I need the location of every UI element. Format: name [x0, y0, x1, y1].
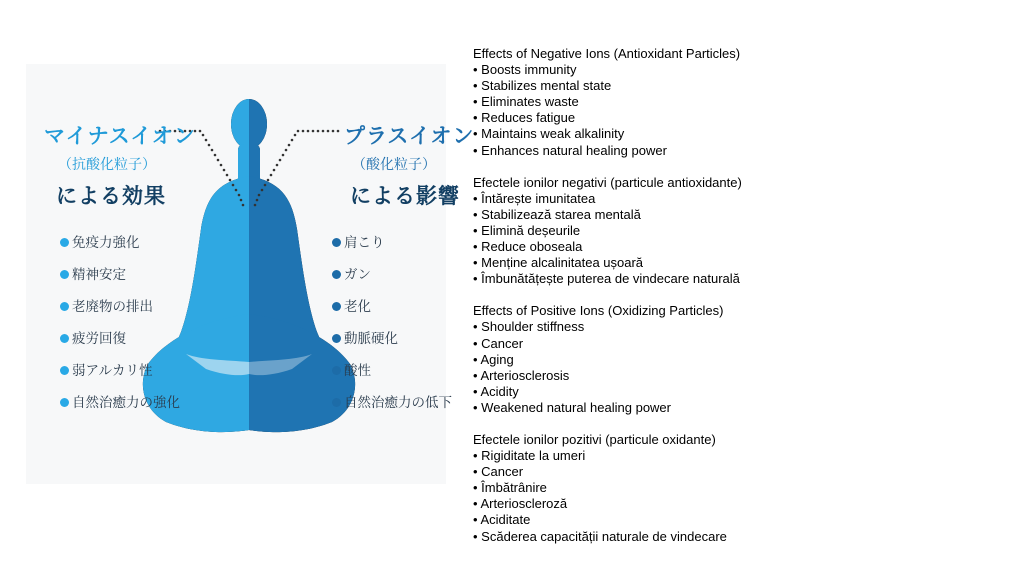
list-item: 老廃物の排出 — [60, 298, 180, 330]
list-item: 免疫力強化 — [60, 234, 180, 266]
negative-effects-list — [60, 234, 180, 426]
bullet-icon — [60, 366, 69, 375]
list-item: • Rigiditate la umeri — [473, 448, 586, 464]
list-item: 自然治癒力の低下 — [332, 394, 452, 426]
list-item: • Scăderea capacității naturale de vindecare — [473, 528, 727, 544]
list-item: • Îmbătrânire — [473, 480, 547, 496]
positive-ion-subtitle: （酸化粒子） — [352, 156, 436, 172]
negative-ion-caption: による効果 — [56, 185, 166, 208]
bullet-icon — [332, 398, 341, 407]
list-item: • Elimină deșeurile — [473, 222, 581, 238]
section-positive-ions-ro — [473, 432, 1013, 545]
list-item: • Boosts immunity — [473, 62, 577, 78]
list-item: • Aciditate — [473, 512, 531, 528]
section-heading: Efectele ionilor pozitivi (particule oxidante) — [473, 431, 716, 447]
list-item: • Enhances natural healing power — [473, 142, 667, 158]
negative-ion-subtitle: （抗酸化粒子） — [58, 156, 156, 172]
section-negative-ions-ro — [473, 175, 1013, 288]
list-item: 疲労回復 — [60, 330, 180, 362]
list-item: 精神安定 — [60, 266, 180, 298]
list-item: • Cancer — [473, 464, 524, 480]
list-item: 老化 — [332, 298, 452, 330]
list-item: 動脈硬化 — [332, 330, 452, 362]
list-item: 自然治癒力の強化 — [60, 394, 180, 426]
section-positive-ions-en — [473, 303, 1013, 416]
list-item: • Menține alcalinitatea ușoară — [473, 255, 644, 271]
bullet-icon — [60, 238, 69, 247]
list-item: • Shoulder stiffness — [473, 319, 585, 335]
section-negative-ions-en — [473, 46, 1013, 159]
list-item: • Întărește imunitatea — [473, 190, 596, 206]
bullet-icon — [332, 302, 341, 311]
list-item: 肩こり — [332, 234, 452, 266]
positive-ion-title: プラスイオン — [344, 125, 475, 148]
list-item: • Cancer — [473, 335, 524, 351]
bullet-icon — [60, 334, 69, 343]
list-item: • Arteriosclerosis — [473, 367, 570, 383]
list-item: • Stabilizes mental state — [473, 78, 612, 94]
list-item: • Weakened natural healing power — [473, 399, 671, 415]
bullet-icon — [60, 398, 69, 407]
list-item: • Reduce oboseala — [473, 239, 583, 255]
list-item: • Aging — [473, 351, 514, 367]
bullet-icon — [332, 366, 341, 375]
positive-ion-caption: による影響 — [350, 185, 460, 208]
list-item: 酸性 — [332, 362, 452, 394]
list-item: 弱アルカリ性 — [60, 362, 180, 394]
list-item: ガン — [332, 266, 452, 298]
list-item: • Maintains weak alkalinity — [473, 126, 625, 142]
negative-ion-title: マイナスイオン — [44, 125, 196, 148]
bullet-icon — [60, 270, 69, 279]
bullet-icon — [332, 270, 341, 279]
list-item: • Eliminates waste — [473, 94, 579, 110]
bullet-icon — [60, 302, 69, 311]
section-heading: Efectele ionilor negativi (particule antioxidante) — [473, 174, 742, 190]
bullet-icon — [332, 334, 341, 343]
section-heading: Effects of Positive Ions (Oxidizing Particles) — [473, 303, 724, 319]
bullet-icon — [332, 238, 341, 247]
translation-text-panel — [473, 46, 1013, 545]
list-item: • Reduces fatigue — [473, 110, 576, 126]
positive-effects-list — [332, 234, 452, 426]
list-item: • Arterioscleroză — [473, 496, 568, 512]
ion-infographic-image — [26, 64, 475, 484]
section-heading: Effects of Negative Ions (Antioxidant Particles) — [473, 46, 741, 61]
list-item: • Îmbunătățește puterea de vindecare naturală — [473, 271, 740, 287]
list-item: • Acidity — [473, 383, 519, 399]
list-item: • Stabilizează starea mentală — [473, 206, 641, 222]
